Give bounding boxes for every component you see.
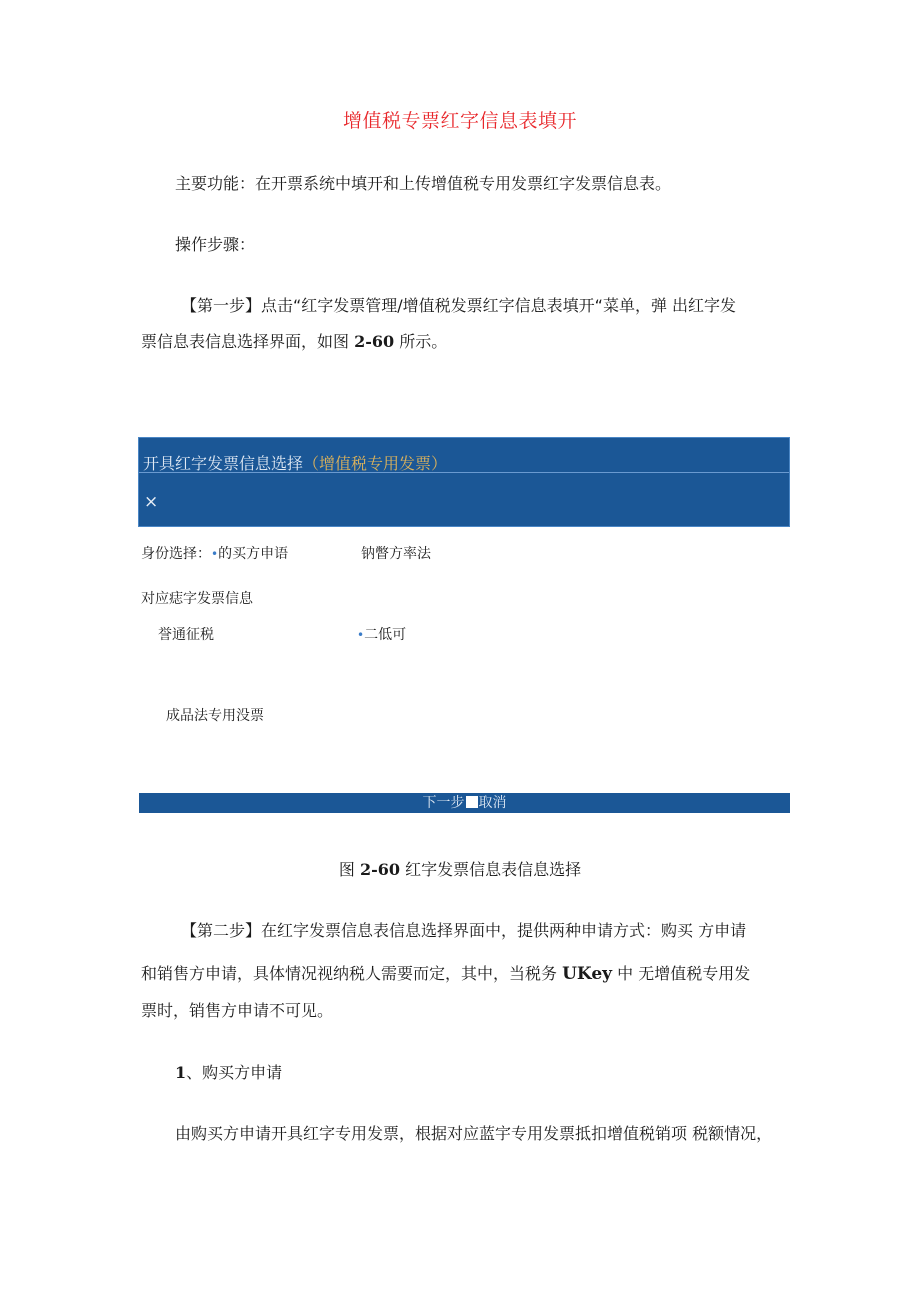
step2-line1: 【第二步】在红字发票信息表信息选择界面中，提供两种申请方式：购买 方申请 xyxy=(181,921,747,940)
step2-line2 xyxy=(141,964,750,984)
seller-option[interactable]: 钠瞥方率法 xyxy=(361,546,431,562)
steps-label: 操作步骤： xyxy=(175,235,256,254)
identity-row xyxy=(141,543,288,563)
caption-figure-ref: 2-60 xyxy=(359,860,401,879)
red-invoice-section-label: 对应痣字发票信息 xyxy=(141,591,253,607)
section1-heading xyxy=(175,1063,282,1083)
next-button[interactable]: 下一步 xyxy=(422,795,465,811)
dialog-title-bar xyxy=(139,438,789,473)
close-icon[interactable]: × xyxy=(144,492,159,512)
figure-caption xyxy=(0,860,920,880)
other-radio-icon[interactable]: • xyxy=(357,628,365,642)
dialog-title-sub: （增值税专用发票） xyxy=(303,454,448,473)
last-paragraph-line: 由购买方申请开具红字专用发票，根据对应蓝宇专用发票抵扣增值税销项 税额情况， xyxy=(175,1124,773,1143)
step1-line2-post: 所示。 xyxy=(394,332,448,351)
step2-line2-pre: 和销售方申请，具体情况视纳税人需要而定，其中，当税务 xyxy=(141,964,563,983)
other-option[interactable]: 二低可 xyxy=(364,627,407,643)
document-title: 增值税专票红字信息表填开 xyxy=(342,110,577,132)
dialog-title xyxy=(143,451,447,474)
figure-ref: 2-60 xyxy=(354,332,395,351)
square-separator-icon xyxy=(466,796,478,808)
general-tax-option[interactable]: 誉通征税 xyxy=(158,627,214,643)
step1-line2 xyxy=(141,332,447,352)
step1-line1: 【第一步】点击“红字发票管理/增值税发票红字信息表填开“菜单，弹 出红字发 xyxy=(181,296,737,315)
step2-line2-post: 中 无增值税专用发 xyxy=(612,964,751,983)
dialog-title-main: 开具红字发票信息选择 xyxy=(143,454,304,473)
step2-line3: 票时，销售方申请不可见。 xyxy=(141,1001,334,1020)
caption-post: 红字发票信息表信息选择 xyxy=(400,860,582,879)
section1-label: 、购买方申请 xyxy=(186,1063,283,1082)
section1-number: 1 xyxy=(175,1063,187,1082)
buyer-option[interactable]: 的买方申语 xyxy=(218,546,289,562)
dialog-header xyxy=(138,437,790,527)
main-function-text: 主要功能：在开票系统中填开和上传增值税专用发票红字发票信息表。 xyxy=(175,174,672,193)
caption-pre: 图 xyxy=(338,860,360,879)
ukey-term: UKey xyxy=(562,964,613,984)
finished-product-option[interactable]: 成品法专用没票 xyxy=(166,708,264,724)
dialog-footer xyxy=(139,793,790,813)
buyer-radio-icon[interactable]: • xyxy=(211,547,219,561)
step1-line2-pre: 票信息表信息选择界面，如图 xyxy=(141,332,355,351)
cancel-button[interactable]: 取消 xyxy=(478,795,507,811)
other-option-row[interactable] xyxy=(357,624,406,644)
identity-label: 身份选择： xyxy=(141,546,211,562)
